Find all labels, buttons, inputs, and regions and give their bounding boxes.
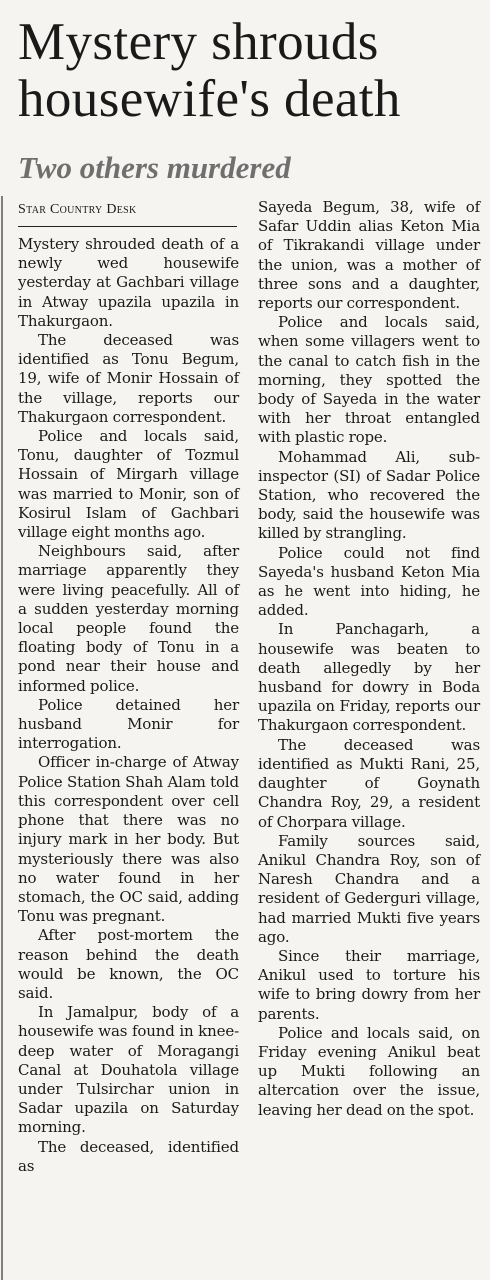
paragraph: After post-mortem the reason behind the death would be known, the OC said.	[18, 926, 239, 1002]
paragraph: Police and locals said, Tonu, daughter of Tozmul Hossain of Mirgarh village was married to Monir, son of Kosirul Islam of Gachbari village eight months ago.	[18, 427, 239, 542]
paragraph: Mystery shrouded death of a newly wed housewife yesterday at Gachbari village in Atway upazila upazila in Thakurgaon.	[18, 235, 239, 330]
paragraph: In Jamalpur, body of a housewife was found in knee-deep water of Moragangi Canal at Douhatola village under Tulsirchar union in Sadar upazila on Saturday morning.	[18, 1003, 239, 1137]
paragraph: The deceased was identified as Tonu Begum, 19, wife of Monir Hossain of the village, reports our Thakurgaon correspondent.	[18, 331, 239, 426]
paragraph: Since their marriage, Anikul used to torture his wife to bring dowry from her parents.	[258, 946, 480, 1023]
paragraph: Sayeda Begum, 38, wife of Safar Uddin alias Keton Mia of Tikrakandi village under the union, was a mother of three sons and a daughter, reports our correspondent.	[258, 198, 480, 313]
byline-rule	[18, 226, 237, 227]
paragraph: Police and locals said, when some villagers went to the canal to catch fish in the morning, they spotted the body of Sayeda in the water with her throat entangled with plastic rope.	[258, 313, 480, 447]
subheadline: Two others murdered	[18, 150, 291, 185]
left-margin-bar	[1, 196, 3, 1280]
paragraph: Officer in-charge of Atway Police Station Shah Alam told this correspondent over cell phone that there was no injury mark in her body. But mysteriously there was also no water found in her stomach, the OC said, adding Tonu was pregnant.	[18, 753, 239, 926]
paragraph: Mohammad Ali, sub-inspector (SI) of Sadar Police Station, who recovered the body, said the housewife was killed by strangling.	[258, 447, 480, 543]
byline: Star Country Desk	[18, 202, 137, 217]
headline: Mystery shrouds housewife's death	[18, 13, 401, 128]
paragraph: Police detained her husband Monir for interrogation.	[18, 695, 239, 753]
paragraph: The deceased, identified as	[18, 1137, 239, 1175]
paragraph: Neighbours said, after marriage apparently they were living peacefully. All of a sudden yesterday morning local people found the floating body of Tonu in a pond near their house and informed police.	[18, 542, 239, 695]
paragraph: In Panchagarh, a housewife was beaten to death allegedly by her husband for dowry in Boda upazila on Friday, reports our Thakurgaon correspondent.	[258, 620, 480, 735]
paragraph: Police and locals said, on Friday evening Anikul beat up Mukti following an altercation over the issue, leaving her dead on the spot.	[258, 1023, 480, 1119]
article-column-left	[18, 235, 239, 1176]
article-column-right	[258, 198, 480, 1120]
paragraph: Family sources said, Anikul Chandra Roy, son of Naresh Chandra and a resident of Gederguri village, had married Mukti five years ago.	[258, 831, 480, 946]
paragraph: The deceased was identified as Mukti Rani, 25, daughter of Goynath Chandra Roy, 29, a resident of Chorpara village.	[258, 735, 480, 831]
paragraph: Police could not find Sayeda's husband Keton Mia as he went into hiding, he added.	[258, 543, 480, 620]
